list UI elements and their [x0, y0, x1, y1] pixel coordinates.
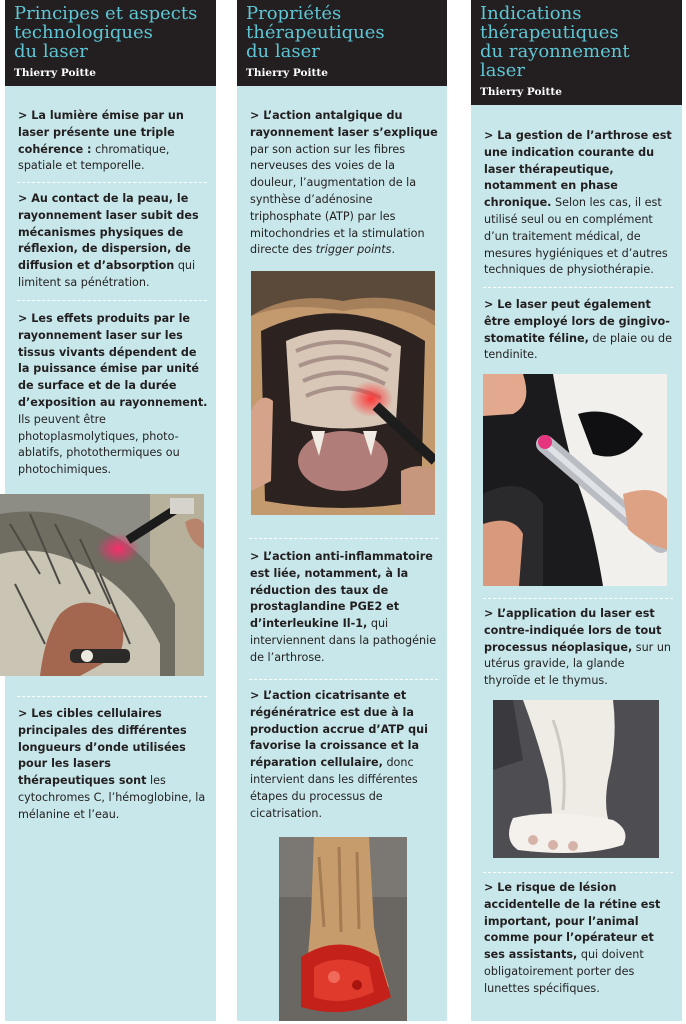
column-title: Principes et aspects technologiques du laser [14, 3, 198, 62]
dashed-divider [17, 182, 207, 183]
paragraph-cellular-targets: > Les cibles cellulaires principales des différentes longueurs d’onde utilisées pour les lasers thérapeutiques sont les cytochromes C, l’hémoglobine, la mélanine et l’eau. [18, 707, 206, 821]
column-therapeutic-properties [237, 0, 447, 1021]
laser-on-cat-fur-photo [0, 494, 204, 676]
paragraph-arthrosis-management: > La gestion de l’arthrose est une indication courante du laser thérapeutique, notamment en phase chronique. Selon les cas, il est utilisé seul ou en complément d’un traitement médical, de mesures hygiéniques et d’autres techniques de physiothérapie. [484, 129, 672, 277]
column-title: Propriétés thérapeutiques du laser [246, 3, 385, 62]
cat-mouth-laser-photo [251, 271, 435, 515]
dog-leg-photo [493, 700, 659, 858]
paragraph-anti-inflammatory: > L’action anti-inflammatoire est liée, notamment, à la réduction des taux de prostaglandine PGE2 et d’interleukine Il-1, qui interviennent dans la pathogénie de l’arthrose. [250, 550, 437, 664]
column-header [5, 0, 216, 86]
paragraph-analgesic-action: > L’action antalgique du rayonnement laser s’explique par son action sur les fibres nerveuses des voies de la douleur, l’augmentation de la synthèse d’adénosine triphosphate (ATP) par les mitochondries et la stimulation directe des trigger points. [250, 109, 438, 257]
dashed-divider [483, 598, 673, 599]
column-laser-principles [5, 0, 216, 1021]
wound-paw-photo [279, 837, 407, 1021]
column-therapeutic-indications [471, 0, 682, 1021]
dashed-divider [17, 696, 207, 697]
paragraph-skin-contact: > Au contact de la peau, le rayonnement laser subit des mécanismes physiques de réflexion, de dispersion, de diffusion et d’absorption qui limitent sa pénétration. [18, 192, 199, 289]
dashed-divider [249, 538, 438, 539]
author-name: Thierry Poitte [480, 86, 562, 98]
dashed-divider [17, 300, 207, 301]
paragraph-healing-action: > L’action cicatrisante et régénératrice est due à la production accrue d’ATP qui favorise la croissance et la réparation cellulaire, donc intervient dans les différentes étapes du processus de cicatrisation. [250, 689, 428, 820]
paragraph-coherence: > La lumière émise par un laser présente une triple cohérence : chromatique, spatiale et temporelle. [18, 109, 184, 173]
dashed-divider [483, 872, 673, 873]
column-header [237, 0, 447, 86]
paragraph-retina-risk: > Le risque de lésion accidentelle de la rétine est important, pour l’animal comme pour l’opérateur et ses assistants, qui doivent obligatoirement porter des lunettes spécifiques. [484, 881, 661, 995]
dashed-divider [483, 287, 673, 288]
paragraph-other-uses: > Le laser peut également être employé lors de gingivo-stomatite féline, de plaie ou de tendinite. [484, 298, 673, 362]
dog-laser-probe-photo [483, 374, 667, 586]
column-header [471, 0, 682, 105]
dashed-divider [249, 679, 438, 680]
author-name: Thierry Poitte [246, 67, 328, 79]
paragraph-contraindications: > L’application du laser est contre-indiquée lors de tout processus néoplasique, sur un utérus gravide, la glande thyroïde et le thymus. [484, 607, 672, 688]
column-title: Indications thérapeutiques du rayonnement laser [480, 3, 630, 81]
author-name: Thierry Poitte [14, 67, 96, 79]
paragraph-tissue-effects: > Les effets produits par le rayonnement laser sur les tissus vivants dépendent de la puissance émise par unité de surface et de la durée d’exposition au rayonnement. Ils peuvent être photoplasmolytiques, photo-ablatifs, photothermiques ou photochimiques. [18, 312, 208, 477]
